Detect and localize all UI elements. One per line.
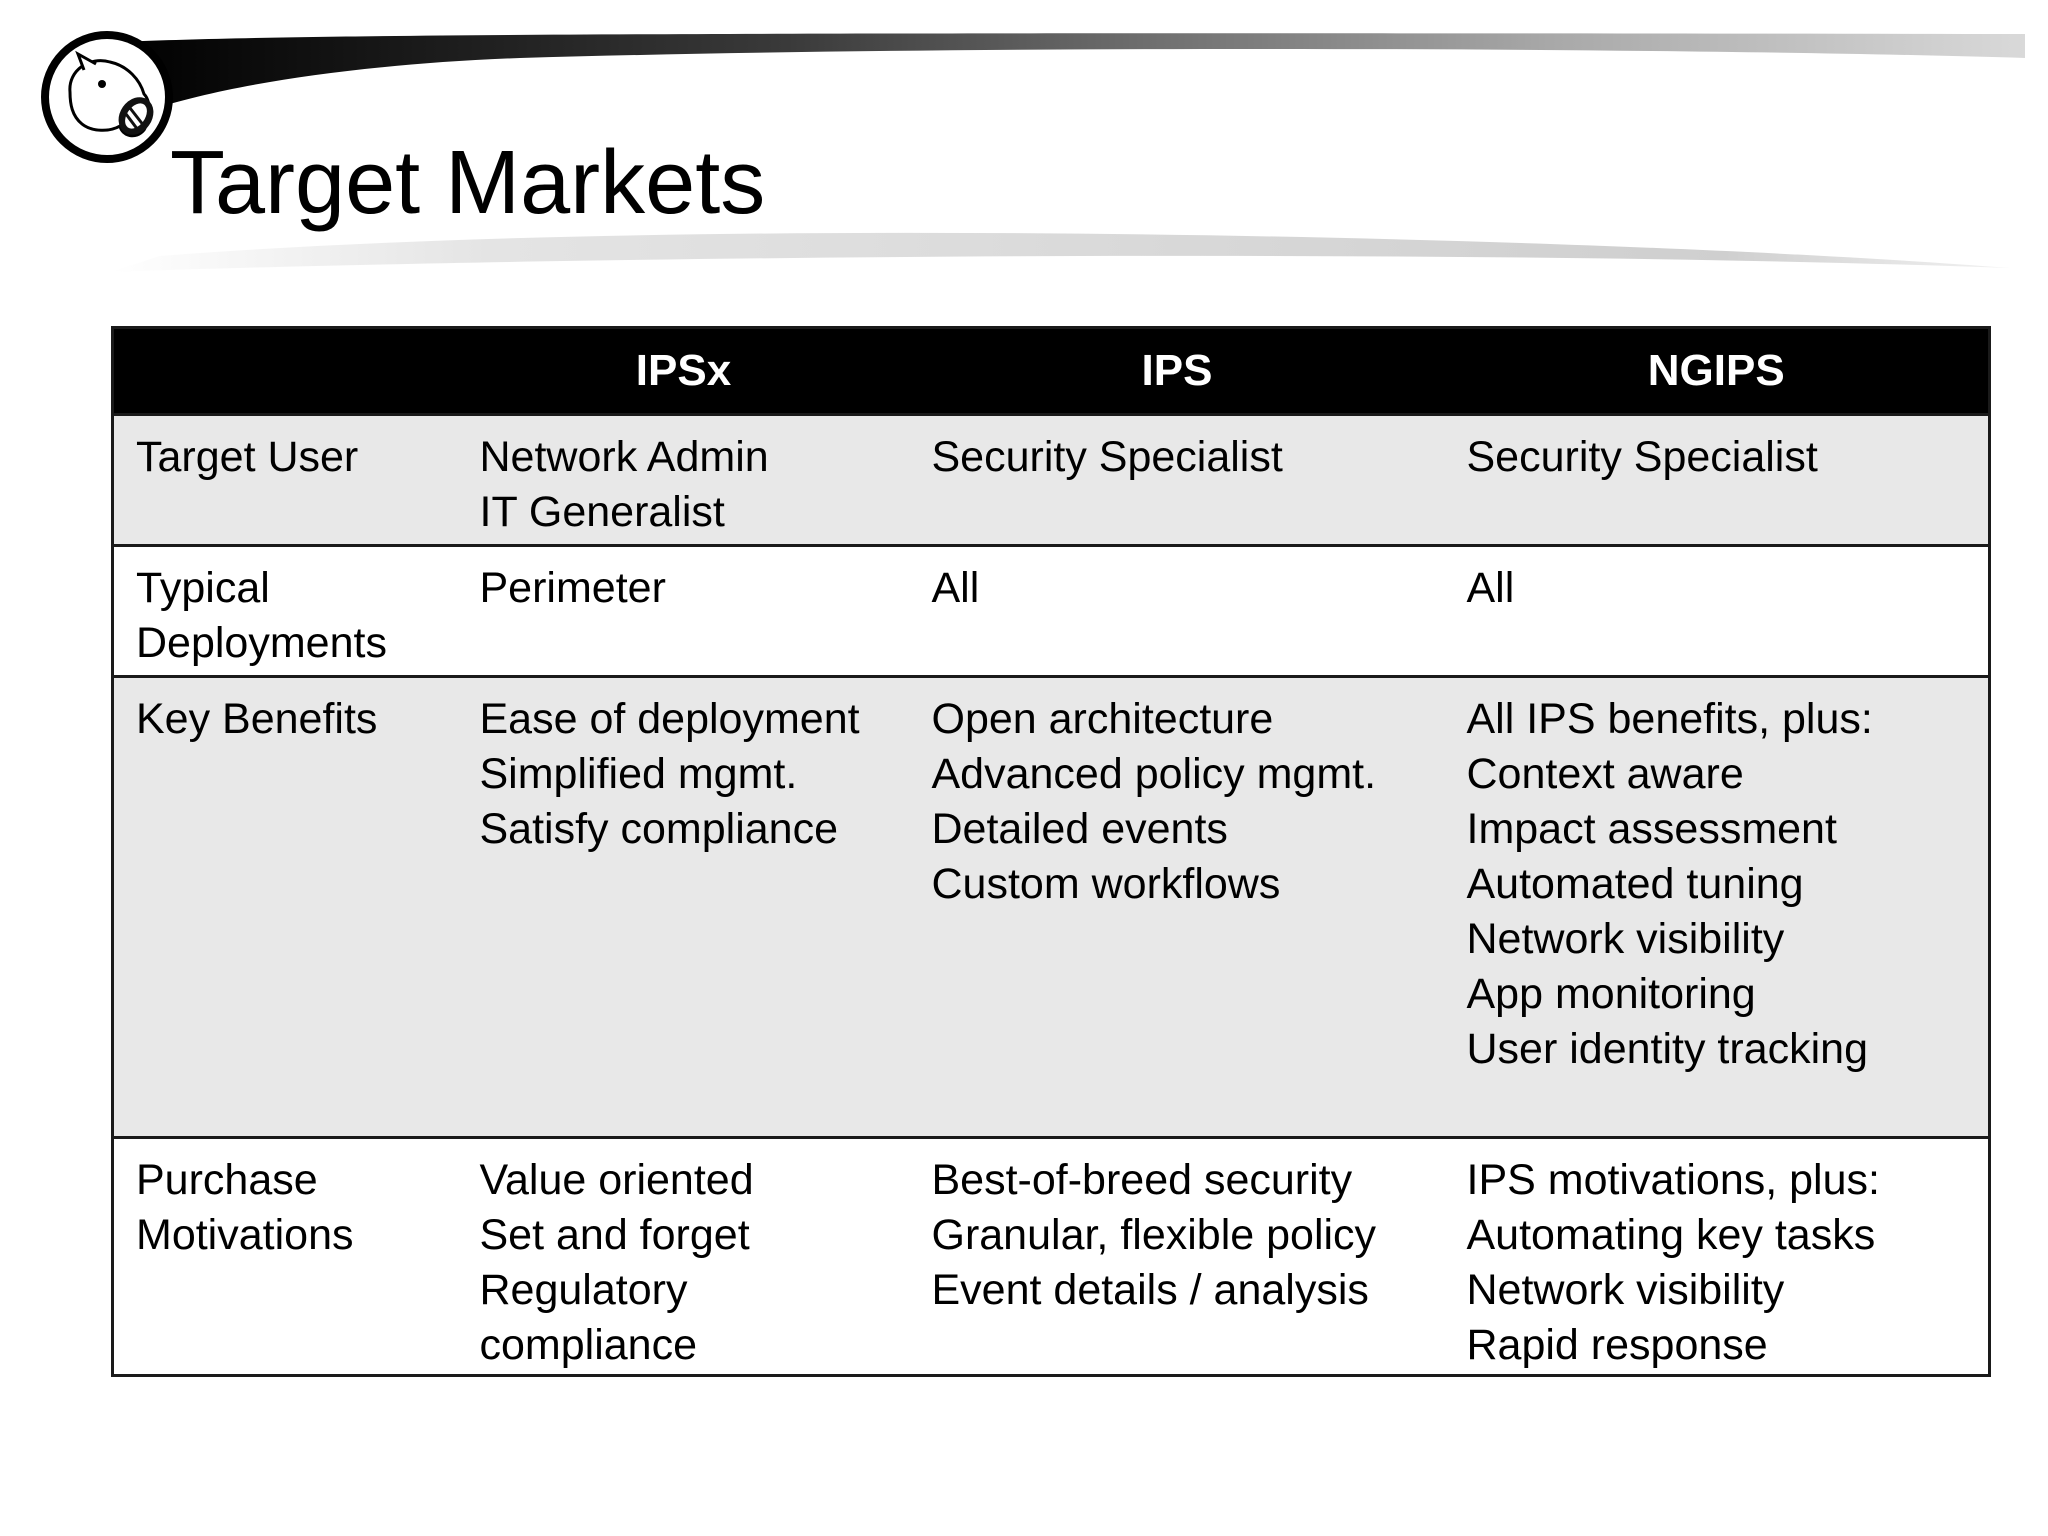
column-header-ips: IPS [910,328,1445,415]
cell-line: Satisfy compliance [479,805,838,853]
cell-line: Rapid response [1466,1321,1768,1369]
row-label: Deployments [136,619,387,667]
column-header-empty [113,328,458,415]
cell-line: Network visibility [1466,915,1785,963]
cell-line: Detailed events [931,805,1228,853]
ipsx-cell [458,1138,910,1376]
table-header-row [113,328,1990,415]
cell-line: App monitoring [1466,970,1756,1018]
cell-line: Network visibility [1466,1266,1785,1314]
table-row-target-user [113,415,1990,546]
target-markets-table [111,326,1991,1377]
cell-line: Automated tuning [1466,860,1804,908]
cell-line: All IPS benefits, plus: [1466,695,1873,743]
column-header-ngips: NGIPS [1445,328,1990,415]
ngips-cell [1445,415,1990,546]
table-row-typical-deployments [113,546,1990,677]
cell-line: Best-of-breed security [931,1156,1353,1204]
cell-line: Value oriented [479,1156,754,1204]
cell-line: Automating key tasks [1466,1211,1876,1259]
cell-line: Advanced policy mgmt. [931,750,1377,798]
cell-line: Perimeter [479,564,666,612]
cell-line: IPS motivations, plus: [1466,1156,1880,1204]
ipsx-cell [458,546,910,677]
cell-line: Simplified mgmt. [479,750,798,798]
row-label: Purchase [136,1156,318,1204]
row-label: Typical [136,564,270,612]
cell-line: All [1466,564,1515,612]
cell-line: Impact assessment [1466,805,1837,853]
ngips-cell [1445,677,1990,1138]
cell-line: Network Admin [479,433,769,481]
row-label-cell [113,1138,458,1376]
slide-title: Target Markets [170,133,766,233]
ngips-cell [1445,1138,1990,1376]
table-row-key-benefits [113,677,1990,1138]
cell-line: Security Specialist [1466,433,1818,481]
cell-line: Open architecture [931,695,1274,743]
ips-cell [910,1138,1445,1376]
cell-line: Set and forget [479,1211,750,1259]
row-label: Key Benefits [136,695,378,743]
cell-line: Ease of deployment [479,695,860,743]
cell-line: All [931,564,980,612]
table-row-purchase-motivations [113,1138,1990,1376]
cell-line: Security Specialist [931,433,1283,481]
ipsx-cell [458,415,910,546]
column-header-ipsx: IPSx [458,328,910,415]
pig-logo-icon [40,30,174,164]
cell-line: Context aware [1466,750,1744,798]
target-markets-table-container [111,326,1991,1377]
row-label: Motivations [136,1211,354,1259]
row-label-cell [113,677,458,1138]
ips-cell [910,415,1445,546]
cell-line: compliance [479,1321,697,1369]
ipsx-cell [458,677,910,1138]
cell-line: Regulatory [479,1266,688,1314]
row-label-cell [113,415,458,546]
row-label-cell [113,546,458,677]
ips-cell [910,546,1445,677]
ips-cell [910,677,1445,1138]
cell-line: Custom workflows [931,860,1281,908]
cell-line: Event details / analysis [931,1266,1369,1314]
row-label: Target User [136,433,359,481]
cell-line: User identity tracking [1466,1025,1868,1073]
cell-line: IT Generalist [479,488,725,536]
ngips-cell [1445,546,1990,677]
cell-line: Granular, flexible policy [931,1211,1377,1259]
